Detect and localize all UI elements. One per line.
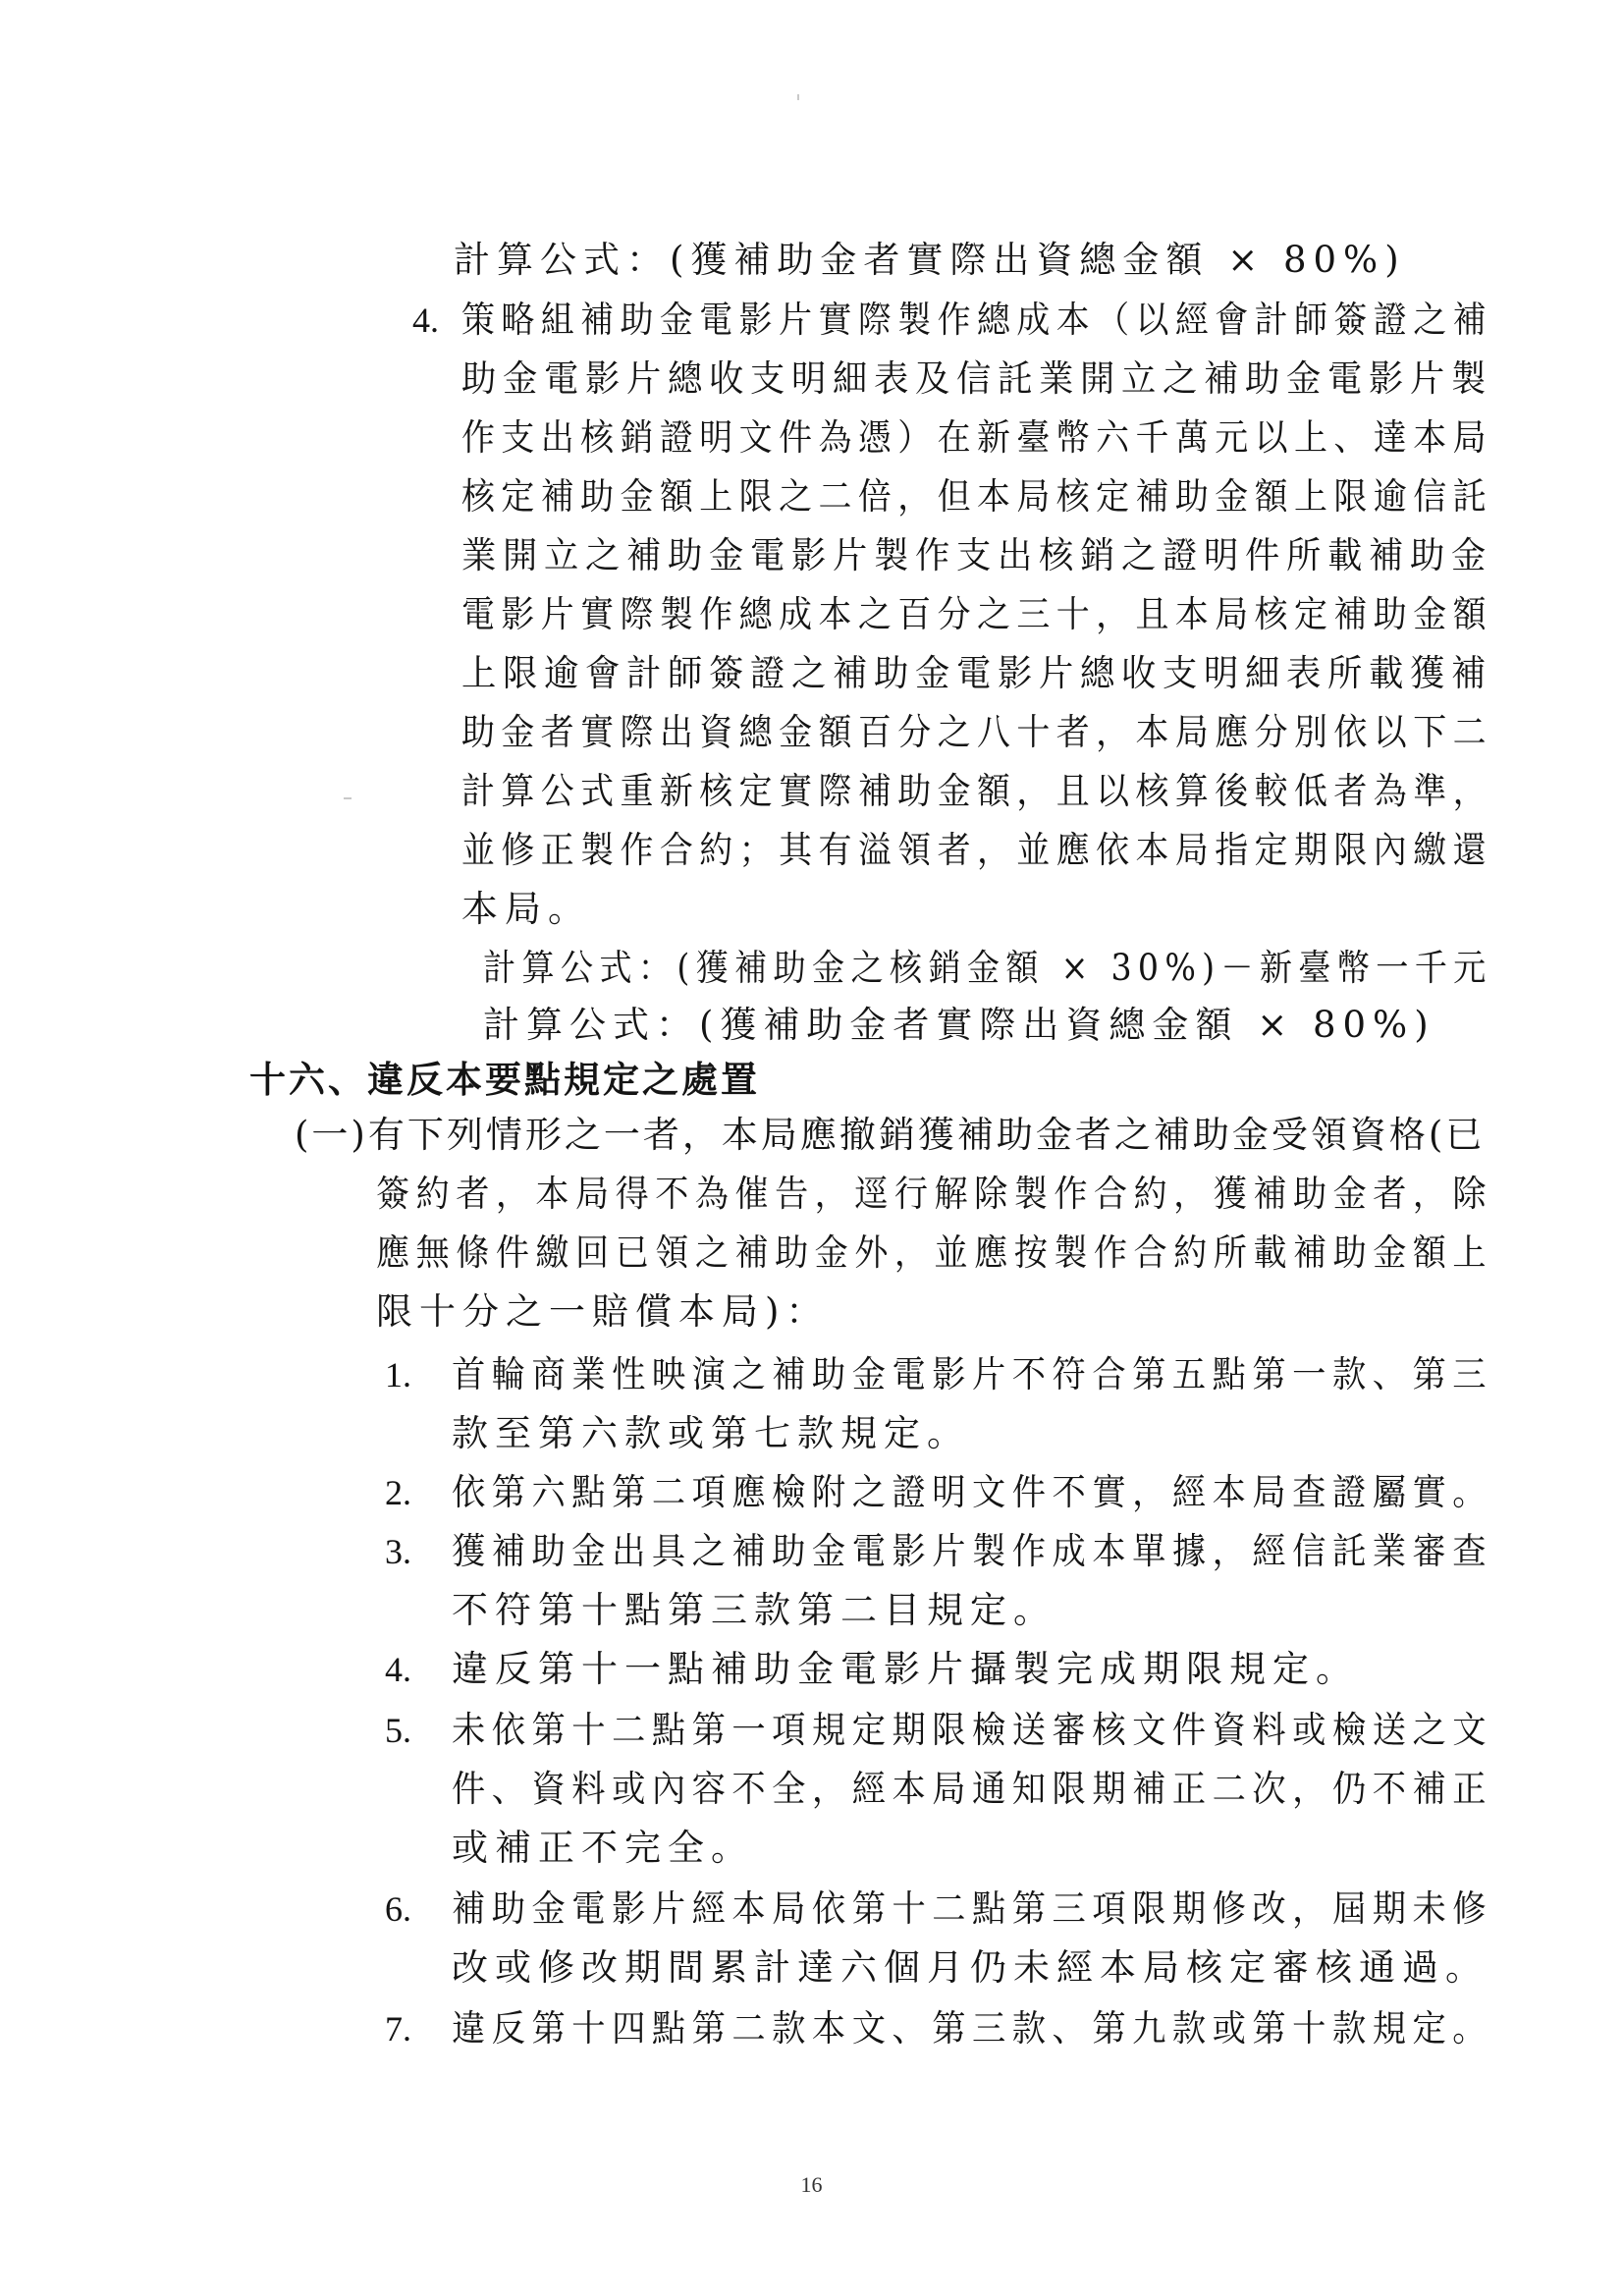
page-number: 16: [800, 2172, 823, 2197]
list-item-line: 違反第十四點第二款本文、第三款、第九款或第十款規定。: [452, 2007, 1493, 2050]
item-4-line: 上限逾會計師簽證之補助金電影片總收支明細表所載獲補: [461, 652, 1492, 694]
item-4-line: 助金電影片總收支明細表及信託業開立之補助金電影片製: [461, 357, 1492, 400]
scan-mark-top: [797, 94, 799, 100]
list-item-number: 3.: [385, 1532, 411, 1571]
list-item-line: 款至第六款或第七款規定。: [452, 1412, 970, 1454]
formula-line: 計算公式：(獲補助金者實際出資總金額 × 80%): [483, 1004, 1435, 1046]
list-item-number: 5.: [385, 1711, 411, 1750]
list-item-line: 改或修改期間累計達六個月仍未經本局核定審核通過。: [452, 1946, 1488, 1989]
item-4-line: 核定補助金額上限之二倍，但本局核定補助金額上限逾信託: [461, 475, 1492, 518]
sub-paragraph-line: 簽約者，本局得不為催告，逕行解除製作合約，獲補助金者，除: [376, 1173, 1493, 1215]
item-4-number: 4.: [412, 301, 439, 340]
section-heading: 十六、違反本要點規定之處置: [249, 1058, 760, 1101]
list-item-line: 獲補助金出具之補助金電影片製作成本單據，經信託業審查: [452, 1530, 1493, 1572]
sub-paragraph-line: 限十分之一賠償本局)：: [376, 1290, 830, 1333]
item-4-line: 助金者實際出資總金額百分之八十者，本局應分別依以下二: [461, 711, 1492, 753]
list-item-line: 或補正不完全。: [452, 1827, 754, 1869]
list-item-number: 4.: [385, 1650, 411, 1689]
item-4-line: 電影片實際製作總成本之百分之三十，且本局核定補助金額: [461, 593, 1492, 635]
list-item-line: 首輪商業性映演之補助金電影片不符合第五點第一款、第三: [452, 1353, 1493, 1395]
list-item-number: 2.: [385, 1473, 411, 1512]
list-item-line: 不符第十點第三款第二目規定。: [452, 1589, 1056, 1631]
list-item-line: 違反第十一點補助金電影片攝製完成期限規定。: [452, 1648, 1359, 1690]
list-item-line: 未依第十二點第一項規定期限檢送審核文件資料或檢送之文: [452, 1709, 1493, 1751]
item-4-line: 作支出核銷證明文件為憑）在新臺幣六千萬元以上、達本局: [461, 416, 1492, 459]
list-item-line: 依第六點第二項應檢附之證明文件不實，經本局查證屬實。: [452, 1471, 1493, 1513]
sub-paragraph-line: 應無條件繳回已領之補助金外，並應按製作合約所載補助金額上: [376, 1231, 1493, 1274]
item-4-line: 業開立之補助金電影片製作支出核銷之證明件所載補助金: [461, 534, 1492, 576]
item-4-line: 策略組補助金電影片實際製作總成本（以經會計師簽證之補: [461, 299, 1492, 341]
list-item-line: 件、資料或內容不全，經本局通知限期補正二次，仍不補正: [452, 1768, 1493, 1810]
list-item-line: 補助金電影片經本局依第十二點第三項限期修改，屆期未修: [452, 1887, 1493, 1930]
sub-paragraph-line: (一)有下列情形之一者，本局應撤銷獲補助金者之補助金受領資格(已: [295, 1114, 1486, 1156]
item-4-line: 並修正製作合約；其有溢領者，並應依本局指定期限內繳還: [461, 829, 1492, 871]
formula-line: 計算公式：(獲補助金者實際出資總金額 × 80%): [454, 239, 1406, 281]
formula-line: 計算公式：(獲補助金之核銷金額 × 30%)－新臺幣一千元: [483, 947, 1492, 989]
list-item-number: 1.: [385, 1355, 411, 1394]
list-item-number: 7.: [385, 2009, 411, 2049]
list-item-number: 6.: [385, 1889, 411, 1929]
item-4-line: 本局。: [461, 888, 591, 930]
scan-mark-left: [344, 797, 352, 799]
item-4-line: 計算公式重新核定實際補助金額，且以核算後較低者為準，: [461, 770, 1492, 812]
